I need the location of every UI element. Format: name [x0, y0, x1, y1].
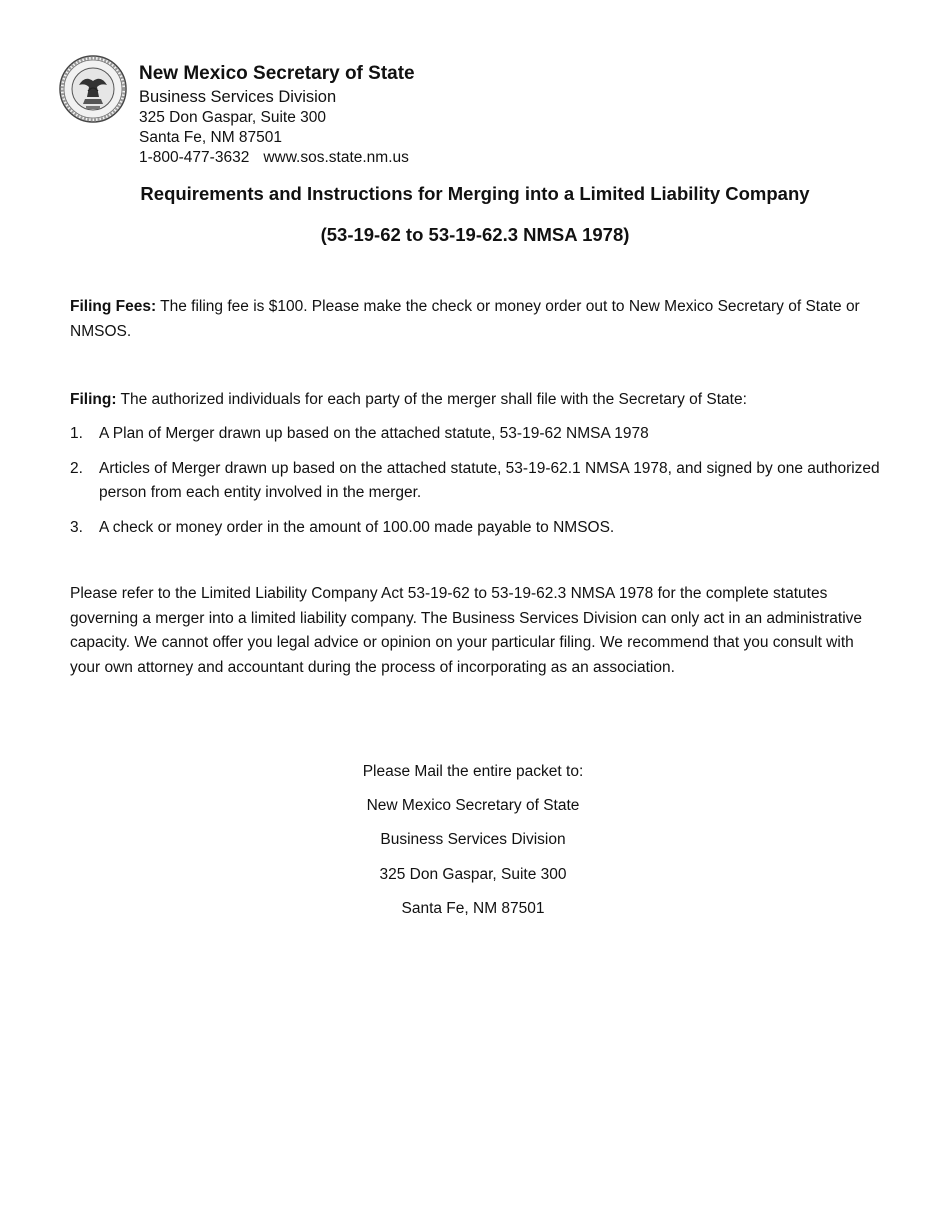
filing-paragraph [70, 388, 880, 413]
mailing-address-block [0, 760, 946, 931]
address-line-2: Santa Fe, NM 87501 [139, 129, 283, 146]
letterhead [139, 61, 415, 168]
document-title: Requirements and Instructions for Merging into a Limited Liability Company [140, 183, 810, 204]
list-item-number: 2. [70, 459, 83, 477]
mailing-name: New Mexico Secretary of State [366, 797, 580, 815]
phone-number: 1-800-477-3632 [139, 149, 250, 166]
refer-paragraph: Please refer to the Limited Liability Company Act 53-19-62 to 53-19-62.3 NMSA 1978 for the complete statutes governing a merger into a limited liability company. The Business Services Division can only act in an administrative capacity. We cannot offer you legal advice or opinion on your particular filing. We recommend that you consult with your own attorney and accountant during the process of incorporating as an association. [70, 585, 863, 676]
list-item [70, 516, 880, 541]
mailing-city: Santa Fe, NM 87501 [401, 899, 545, 917]
list-item-text: A Plan of Merger drawn up based on the attached statute, 53-19-62 NMSA 1978 [99, 425, 649, 442]
list-item [70, 457, 880, 506]
contact-line [139, 148, 415, 168]
organization-name: New Mexico Secretary of State [139, 63, 415, 84]
filing-text: The authorized individuals for each party of the merger shall file with the Secretary of State: [120, 391, 747, 408]
list-item-number: 3. [70, 518, 83, 536]
filing-fees-text: The filing fee is $100. Please make the check or money order out to New Mexico Secretary of State or NMSOS. [70, 298, 860, 340]
address-line-1: 325 Don Gaspar, Suite 300 [139, 109, 326, 126]
website-link[interactable]: www.sos.state.nm.us [263, 149, 409, 166]
list-item-text: A check or money order in the amount of 100.00 made payable to NMSOS. [99, 518, 615, 536]
list-item-text: Articles of Merger drawn up based on the attached statute, 53-19-62.1 NMSA 1978, and signed by one authorized person from each entity involved in the merger. [99, 459, 880, 501]
filing-fees-paragraph [70, 295, 880, 344]
mailing-street: 325 Don Gaspar, Suite 300 [379, 865, 567, 883]
mailing-division: Business Services Division [380, 831, 566, 849]
mailing-intro: Please Mail the entire packet to: [362, 763, 584, 780]
state-seal-icon [55, 55, 133, 125]
filing-requirements-list [70, 422, 880, 550]
document-subtitle: (53-19-62 to 53-19-62.3 NMSA 1978) [320, 224, 630, 245]
filing-label: Filing: [70, 391, 117, 408]
list-item [70, 422, 880, 447]
division-name: Business Services Division [139, 88, 337, 106]
filing-fees-label: Filing Fees: [70, 298, 157, 315]
list-item-number: 1. [70, 425, 83, 442]
